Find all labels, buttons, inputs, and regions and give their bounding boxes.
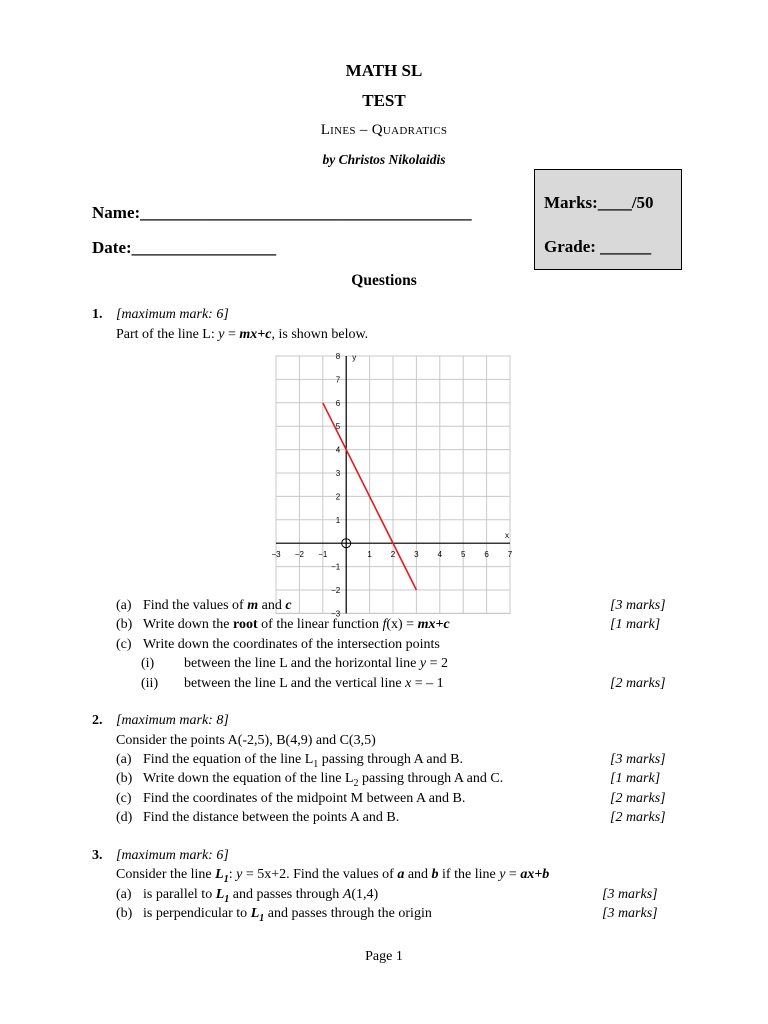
q3-intro-pre: Consider the line <box>116 867 216 882</box>
q2a-pre: Find the equation of the line L <box>143 752 314 767</box>
title-test: TEST <box>362 91 406 110</box>
q1-intro <box>116 327 368 343</box>
q1b-f: f <box>382 617 387 632</box>
q1cii-post: = – 1 <box>411 676 444 691</box>
q2a-text <box>143 752 463 770</box>
q3b-post: and passes through the origin <box>264 906 432 921</box>
q1a-c: c <box>285 598 292 613</box>
q1-max-mark: [maximum mark: 6] <box>116 307 229 322</box>
q2a-post: passing through A and B. <box>318 752 463 767</box>
q2-intro: Consider the points A(-2,5), B(4,9) and C(3,5) <box>116 733 376 748</box>
q1cii-label: (ii) <box>141 676 159 691</box>
x-axis-label: x <box>505 531 509 541</box>
q1cii-text <box>184 676 444 692</box>
q2c-text: Find the coordinates of the midpoint M between A and B. <box>143 791 466 806</box>
y-tick-label: 5 <box>335 422 341 432</box>
q3-intro-sub: 1 <box>223 873 229 885</box>
q1cii-x: x <box>405 676 412 691</box>
x-tick-label: 6 <box>484 550 489 560</box>
q3a-L: L <box>215 887 225 902</box>
y-tick-label: 2 <box>335 492 341 502</box>
q1b-mid: of the linear function <box>257 617 383 632</box>
y-tick-label: 7 <box>335 375 341 385</box>
subtitle <box>0 122 768 139</box>
q3b-sub: 1 <box>259 912 265 924</box>
q1cii-pre: between the line L and the vertical line <box>184 676 406 691</box>
q1b-root: root <box>233 617 258 632</box>
subtitle-text: Lines – Quadratics <box>320 122 448 138</box>
q2b-label: (b) <box>116 771 133 786</box>
date-field[interactable]: Date:_________________ <box>92 238 277 257</box>
q3-intro-y: y <box>236 867 243 882</box>
q1-intro-rhs: mx+c <box>239 327 272 342</box>
q3-intro-eq2: = <box>505 867 521 882</box>
q3b-marks: [3 marks] <box>602 906 658 921</box>
q2a-label: (a) <box>116 752 132 767</box>
grade-field[interactable]: Grade: ______ <box>544 237 652 256</box>
q1ci-pre: between the line L and the horizontal line <box>184 656 420 671</box>
q2d-marks: [2 marks] <box>610 810 666 825</box>
y-tick-label: 8 <box>335 352 341 361</box>
q3-intro <box>116 867 549 885</box>
x-tick-label: 2 <box>390 550 396 560</box>
q1ci-text <box>184 656 448 672</box>
q1a-m: m <box>247 598 259 613</box>
q2d-label: (d) <box>116 810 133 825</box>
q1a-text <box>143 598 292 614</box>
page-number: Page 1 <box>365 949 403 964</box>
q3b-pre: is perpendicular to <box>143 906 251 921</box>
q2b-post: passing through A and C. <box>358 771 504 786</box>
q1b-pre: Write down the <box>143 617 234 632</box>
q1a-and: and <box>258 598 286 613</box>
q1b-label: (b) <box>116 617 133 632</box>
q3a-text <box>143 887 378 905</box>
q3a-pt: (1,4) <box>351 887 379 902</box>
q1-intro-y: y <box>218 327 225 342</box>
q3-number: 3. <box>92 848 103 863</box>
q1ci-label: (i) <box>141 656 155 671</box>
y-tick-label: −1 <box>331 562 341 572</box>
q1b-rhs: mx+c <box>417 617 450 632</box>
q1a-pre: Find the values of <box>143 598 248 613</box>
q3-intro-eq: = 5x+2. Find the values of <box>242 867 398 882</box>
q2-number: 2. <box>92 713 103 728</box>
q1c-text: Write down the coordinates of the intersection points <box>143 637 440 652</box>
q1c-label: (c) <box>116 637 132 652</box>
q1-number: 1. <box>92 307 103 322</box>
q3a-pre: is parallel to <box>143 887 216 902</box>
y-axis-label: y <box>352 353 357 362</box>
x-tick-label: −2 <box>294 550 304 560</box>
q3b-label: (b) <box>116 906 133 921</box>
q3b-L: L <box>250 906 260 921</box>
y-tick-label: 1 <box>335 515 341 525</box>
q3-intro-colon: : <box>228 867 237 882</box>
q2b-pre: Write down the equation of the line L <box>143 771 354 786</box>
q1b-x: (x) = <box>386 617 418 632</box>
y-tick-label: −2 <box>331 586 341 595</box>
q1b-marks: [1 mark] <box>610 617 661 632</box>
y-tick-label: 4 <box>335 445 341 455</box>
q3a-A: A <box>342 887 352 902</box>
q1ci-y: y <box>419 656 427 671</box>
x-tick-label: 4 <box>437 550 443 560</box>
q2d-text: Find the distance between the points A and B. <box>143 810 400 825</box>
q3-intro-if: if the line <box>438 867 500 882</box>
q1ci-post: = 2 <box>426 656 448 671</box>
x-tick-label: −3 <box>271 550 281 560</box>
q1-intro-pre: Part of the line L: <box>116 327 219 342</box>
q3-intro-and: and <box>404 867 432 882</box>
q2b-sub: 2 <box>353 777 359 789</box>
q3a-label: (a) <box>116 887 132 902</box>
q1-intro-post: , is shown below. <box>271 327 369 342</box>
q2c-marks: [2 marks] <box>610 791 666 806</box>
title-math-sl: MATH SL <box>345 61 423 80</box>
q2b-text <box>143 771 503 789</box>
y-tick-label: 6 <box>335 398 341 408</box>
q3a-marks: [3 marks] <box>602 887 658 902</box>
q3-intro-b: b <box>431 867 439 882</box>
y-tick-label: 3 <box>335 469 341 478</box>
x-tick-label: 1 <box>367 550 372 560</box>
q3-intro-rhs: ax+b <box>520 867 550 882</box>
x-tick-label: 7 <box>507 550 513 560</box>
q2a-sub: 1 <box>313 758 319 770</box>
q1a-marks: [3 marks] <box>610 598 666 613</box>
q2b-marks: [1 mark] <box>610 771 661 786</box>
x-tick-label: −1 <box>318 550 328 560</box>
q2-max-mark: [maximum mark: 8] <box>116 713 229 728</box>
questions-heading: Questions <box>351 272 417 289</box>
x-tick-label: 3 <box>414 550 419 560</box>
q1b-text <box>143 617 450 633</box>
q3b-text <box>143 906 432 924</box>
author: by Christos Nikolaidis <box>322 152 446 167</box>
marks-box <box>534 169 682 270</box>
q3-intro-L: L <box>215 867 224 882</box>
x-tick-label: 5 <box>460 550 466 560</box>
q3a-mid: and passes through <box>229 887 343 902</box>
q2c-label: (c) <box>116 791 132 806</box>
name-field[interactable]: Name:_______________________________________ <box>92 203 472 222</box>
y-tick-label: −3 <box>331 609 341 619</box>
q1c-marks: [2 marks] <box>610 676 666 691</box>
q3a-sub: 1 <box>224 893 230 905</box>
q2a-marks: [3 marks] <box>610 752 666 767</box>
q1a-label: (a) <box>116 598 132 613</box>
q3-intro-y2: y <box>499 867 506 882</box>
marks-field[interactable]: Marks:____/50 <box>544 193 654 212</box>
q3-max-mark: [maximum mark: 6] <box>116 848 229 863</box>
q3-intro-a: a <box>397 867 405 882</box>
q1-intro-eq: = <box>224 327 240 342</box>
